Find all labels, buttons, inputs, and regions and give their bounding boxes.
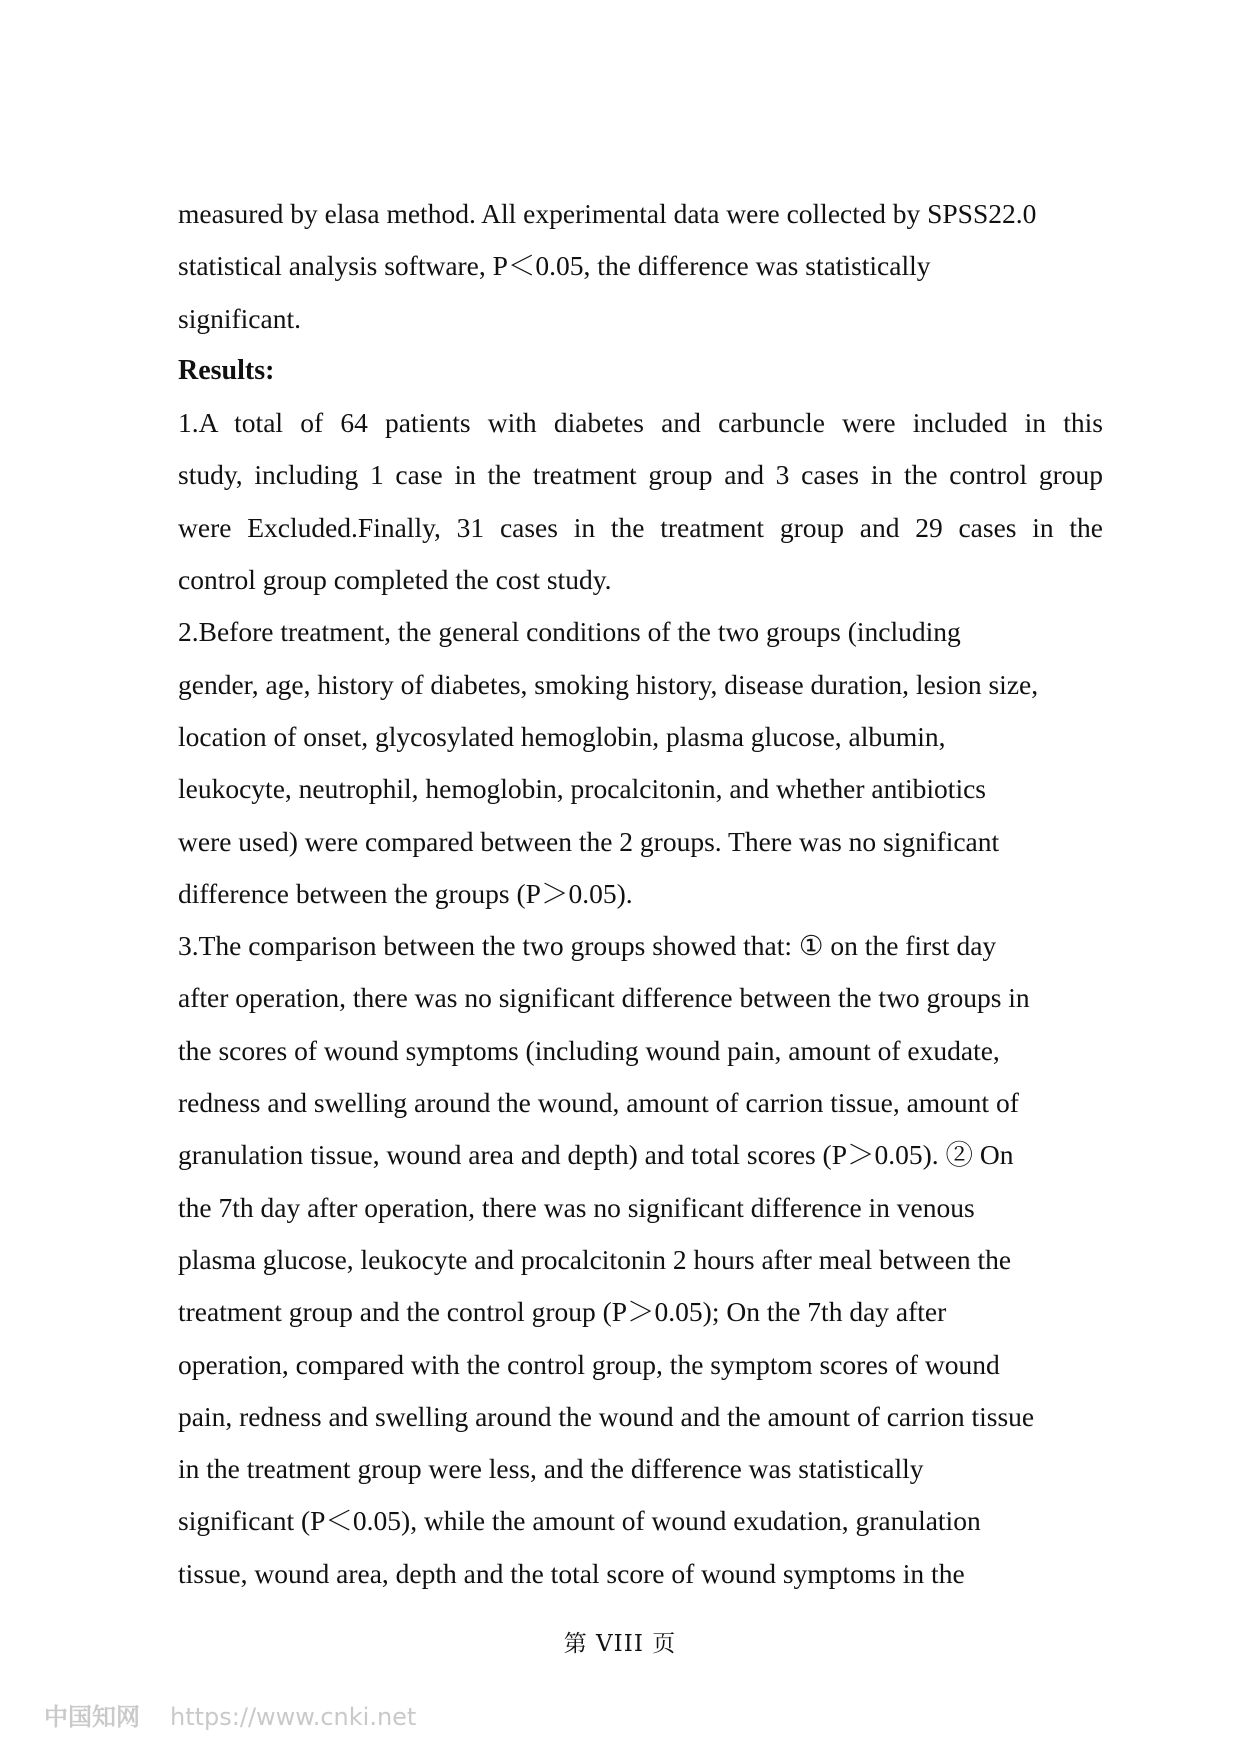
text-line: the scores of wound symptoms (including wound pain, amount of exudate, (178, 1034, 1000, 1066)
paragraph-methods (178, 188, 1103, 345)
text-line: were used) were compared between the 2 groups. There was no significant (178, 825, 1000, 857)
text-line: significant (P＜0.05), while the amount of wound exudation, granulation (178, 1505, 981, 1537)
text-line: study, including 1 case in the treatment group and 3 cases in the control group (178, 459, 1103, 491)
text-line: leukocyte, neutrophil, hemoglobin, procalcitonin, and whether antibiotics (178, 773, 986, 805)
cnki-logo-text: 中国知网 (44, 1703, 140, 1731)
text-line: granulation tissue, wound area and depth) and total scores (P＞0.05). ② On (178, 1139, 1014, 1171)
result-paragraph-3 (178, 920, 1103, 1600)
result-paragraph-2 (178, 606, 1103, 920)
text-line: 2.Before treatment, the general conditions of the two groups (including (178, 616, 961, 648)
text-line: tissue, wound area, depth and the total score of wound symptoms in the (178, 1557, 965, 1589)
text-line: pain, redness and swelling around the wound and the amount of carrion tissue (178, 1400, 1035, 1432)
text-line: operation, compared with the control group, the symptom scores of wound (178, 1348, 1000, 1380)
text-line: the 7th day after operation, there was no significant difference in venous (178, 1191, 975, 1223)
results-heading: Results: (178, 354, 275, 386)
text-line: control group completed the cost study. (178, 564, 612, 596)
text-line: location of onset, glycosylated hemoglobin, plasma glucose, albumin, (178, 720, 946, 752)
text-line: in the treatment group were less, and the difference was statistically (178, 1453, 924, 1485)
text-line: difference between the groups (P＞0.05). (178, 877, 633, 909)
footer-url: https://www.cnki.net (170, 1703, 417, 1731)
text-line: plasma glucose, leukocyte and procalcitonin 2 hours after meal between the (178, 1243, 1012, 1275)
text-line: 3.The comparison between the two groups showed that: ① on the first day (178, 930, 997, 962)
document-body (178, 188, 1103, 1600)
text-line: 1.A total of 64 patients with diabetes and carbuncle were included in this (178, 407, 1103, 439)
text-line: measured by elasa method. All experimental data were collected by SPSS22.0 (178, 198, 1037, 229)
text-line: gender, age, history of diabetes, smoking history, disease duration, lesion size, (178, 668, 1039, 700)
text-line: were Excluded.Finally, 31 cases in the treatment group and 29 cases in the (178, 511, 1103, 543)
text-line: statistical analysis software, P＜0.05, the difference was statistically (178, 250, 931, 282)
text-line: significant. (178, 302, 301, 334)
result-paragraph-1 (178, 397, 1103, 606)
text-line: after operation, there was no significant difference between the two groups in (178, 982, 1030, 1014)
text-line: treatment group and the control group (P＞0.05); On the 7th day after (178, 1296, 947, 1328)
text-line: redness and swelling around the wound, amount of carrion tissue, amount of (178, 1087, 1019, 1119)
footer-watermark (44, 1697, 416, 1732)
page-number: 第 VIII 页 (563, 1631, 677, 1657)
